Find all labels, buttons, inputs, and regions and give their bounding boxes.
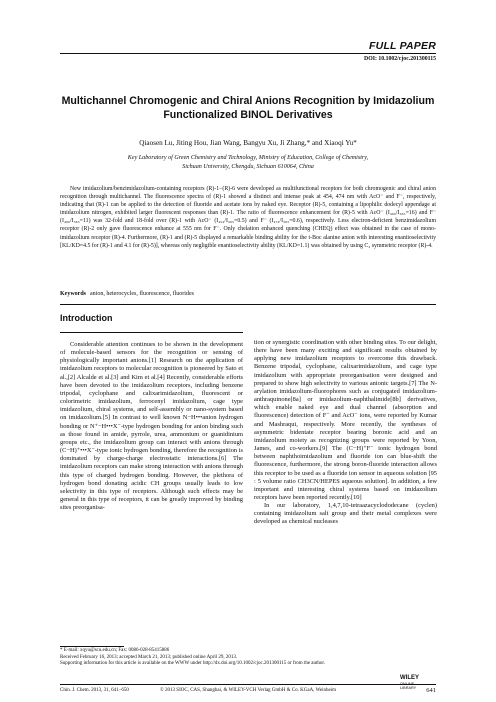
- abstract: [60, 185, 436, 250]
- section-heading-introduction: Introduction: [60, 313, 113, 323]
- footnote-supporting: Supporting information for this article is available on the WWW under http://dx.doi.org/10.1002/cjoc.201300115 or from the author.: [60, 661, 326, 667]
- footer-divider: [60, 684, 436, 685]
- page-number: 641: [426, 687, 436, 694]
- footnote-email: * E-mail: xqyu@scu.edu.cn; Fax: 0086-028-85415886: [60, 648, 170, 653]
- article-title: Multichannel Chromogenic and Chiral Anions Recognition by Imidazolium Functionalized BINOL Derivatives: [61, 95, 435, 121]
- keywords: [60, 291, 436, 297]
- abstract-divider: [60, 304, 436, 305]
- doi-link[interactable]: DOI: 10.1002/cjoc.201300115: [364, 56, 436, 62]
- intro-paragraph-2: In our laboratory, 1,4,7,10-tetraazacyclododecane (cyclen) containing imidazolium salt group and their metal complexes were developed as chemical nucleases: [254, 502, 437, 526]
- footnote-received: Received February 16, 2013; accepted March 21, 2013; published online April 29, 2013.: [60, 654, 238, 660]
- keywords-list: anion, heterocycles, fluorescence, fluorides: [90, 291, 194, 297]
- copyright-notice: © 2013 SIOC, CAS, Shanghai, & WILEY-VCH Verlag GmbH & Co. KGaA, Weinheim: [160, 688, 337, 693]
- keywords-label: Keywords: [60, 291, 86, 297]
- wiley-logo-mark: WILEY: [400, 675, 419, 681]
- heading-divider: [60, 332, 243, 333]
- section-label: FULL PAPER: [369, 40, 436, 52]
- wiley-logo-subtext: ONLINE LIBRARY: [400, 682, 417, 690]
- abstract-text: New imidazolium/benzimidazolium-containing receptors (R)-1−(R)-6 were developed as multifunctional receptors for both chromogenic and chiral anion recognition through multichannel. The fluorescence spectra of (R)-1 showed a distinct and intense peak at 454, 474 nm with AcO⁻ and F⁻, respectively, indicating that (R)-1 can be applied to the detection of fluoride and acetate ions by naked eye. Receptor (R)-5, containing a lipophilic dodecyl appendage at imidazolium nitrogen, exhibited larger fluorescent responses than (R)-1. The ratio of fluorescence enhancement for (R)-5 with AcO⁻ (I₄₆₀/I₃₆₅=16) and F⁻ (I₄₈₀/I₃₆₅=11) was 32-fold and 18-fold over (R)-1 with AcO⁻ (I₄₅₄/I₃₆₅=0.5) and F⁻ (I₄₇₄/I₃₆₅=0.6), respectively. Less electron-deficient benzimidazolium receptor (R)-2 only gave fluorescence enhance at 555 nm for F⁻. Only chelation enhanced quenching (CHEQ) effect was obtained in the case of mono-imidazolium receptor (R)-4. Furthermore, (R)-1 and (R)-5 displayed a remarkable binding ability for the t-Boc alanine anion with interesting enantioselectivity [KL/KD=4.5 for (R)-1 and 4.1 for (R)-5)], whereas only negligible enantioselectivity ability (KL/KD=1.1) was obtained by using C₃ symmetric receptor (R)-4.: [60, 186, 436, 249]
- left-column: [60, 313, 243, 512]
- author-list: Qiaosen Lu, Jiting Hou, Jian Wang, Bangyu Xu, Ji Zhang,* and Xiaoqi Yu*: [139, 139, 357, 147]
- intro-paragraph-continued: tion or synergistic coordination with other binding sites. To our delight, there have been many exciting and significant results obtained by applying new imidazolium receptors to overcome this drawback. Benzene tripodal, cyclophane, calixarimidazolium, and cage type imidazolium with appropriate preorganisation were designed and prepared to show high selectivity to various anionic targets.[7] The N-arylation imidazolium-fluorophores such as conjugated imidazolium-anthraquinone[8a] or imidazolium-naphthalimide[8b] derivatives, which enable naked eye and dual channel (absorption and fluorescence) detection of F⁻ and AcO⁻ ions, were reported by Kumar and Mashraqui, respectively. More recently, the syntheses of asymmetric bidentate receptor bearing boronic acid and an imidazolium moiety as recognizing groups were reported by Yoon, James, and co-workers.[9] The (C−H)⁺F⁻ ionic hydrogen bond between naphthoimidazolium and fluoride ion can blue-shift the fluorescence, furthermore, the strong boron-fluoride interaction allows this receptor to be used as a fluoride ion sensor in aqueous solution [95 : 5 volume ratio CH3CN/HEPES aqueous solution]. In addition, a few important and interesting chiral systems based on imidazolium receptors have been reported recently.[10]: [254, 339, 437, 501]
- intro-paragraph-1: Considerable attention continues to be shown in the development of molecule-based sensors for the recognition or sensing of physiologically important anions.[1] Research on the application of imidazolium receptors to molecular recognition is pioneered by Sato et al.,[2] Alcalde et al.[3] and Kim et al.[4] Recently, considerable efforts have been devoted to the imidazolium receptors, including benzene tripodal, cyclophane and calixarimidazolium, fluorescent or colorimetric imidazolium, ferrocenyl imidazolium, cage type imidazolium, chiral systems, and self-assembly or nano-system based on imidazolium.[5] In contrast to well known N−H•••anion hydrogen bonding or N⁺−H•••X⁻-type hydrogen bonding for anion binding such as those found in amide, pyrrole, urea, ammonium or guanidinium groups etc., the imidazolium group can interact with anions through (C−H)⁺•••X⁻-type ionic hydrogen bonding, therefore the recognition is dominated by charge-charge electrostatic interactions.[6] The imidazolium receptors can make strong interaction with anions through this type of charged hydrogen bonding. However, the plethora of hydrogen bond donating acidic CH groups usually leads to low selectivity in this type of receptors. Although such effects may be general in this type of receptors, it can be greatly improved by binding sites preorganisa-: [60, 341, 243, 512]
- footnotes: [60, 648, 390, 668]
- affiliation: [60, 154, 436, 171]
- affiliation-line-2: Sichuan University, Chengdu, Sichuan 610064, China: [182, 163, 314, 170]
- journal-citation: Chin. J. Chem. 2013, 31, 641−650: [60, 688, 129, 693]
- right-column: [254, 339, 437, 527]
- footnote-divider: [60, 646, 124, 647]
- affiliation-line-1: Key Laboratory of Green Chemistry and Technology, Ministry of Education, College of Chemistry,: [127, 155, 369, 161]
- header-rule: [60, 53, 436, 54]
